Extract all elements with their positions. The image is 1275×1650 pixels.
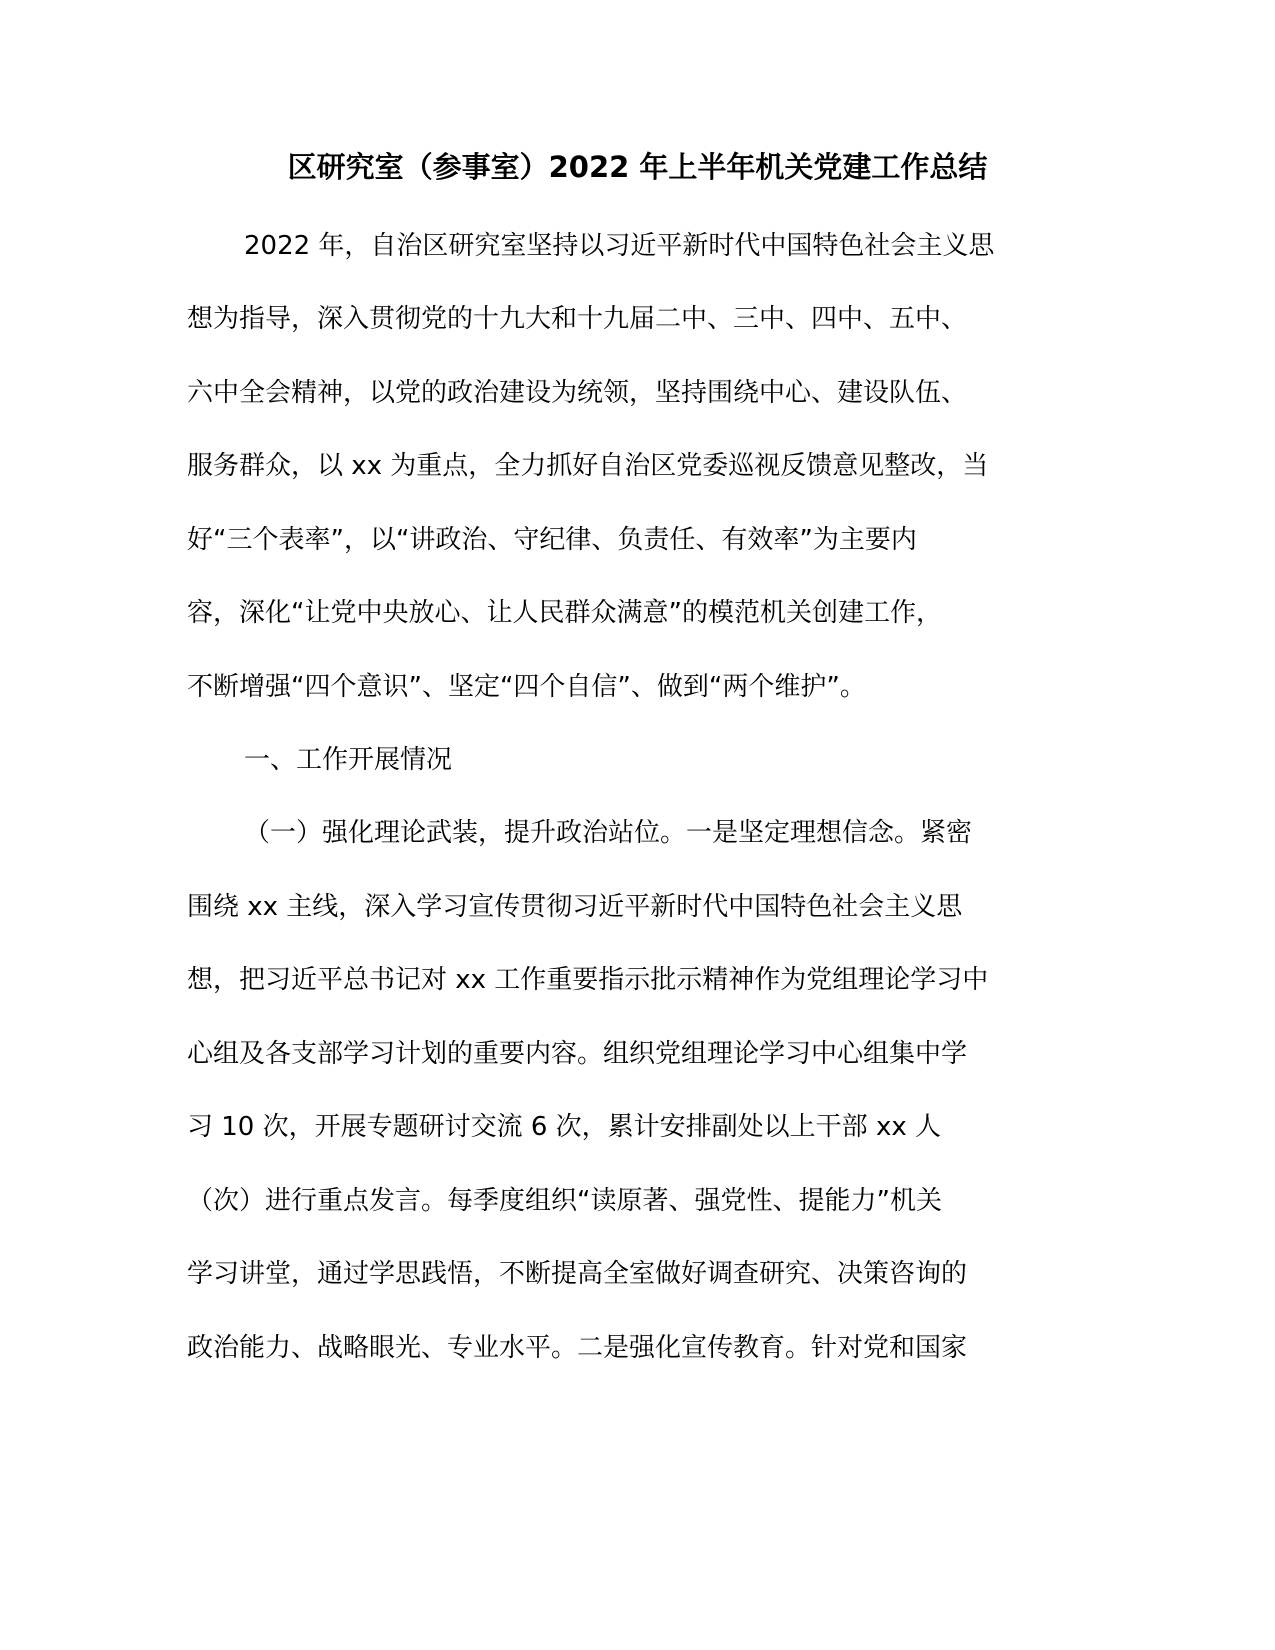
paragraph-line: 心组及各支部学习计划的重要内容。组织党组理论学习中心组集中学 bbox=[187, 1039, 968, 1069]
paragraph-line: 想，把习近平总书记对 xx 工作重要指示批示精神作为党组理论学习中 bbox=[187, 965, 989, 995]
paragraph-line: 2022 年，自治区研究室坚持以习近平新时代中国特色社会主义思 bbox=[244, 231, 995, 261]
paragraph-line: 围绕 xx 主线，深入学习宣传贯彻习近平新时代中国特色社会主义思 bbox=[187, 892, 963, 922]
paragraph-line: （一）强化理论武装，提升政治站位。一是坚定理想信念。紧密 bbox=[244, 818, 973, 848]
paragraph-line: 政治能力、战略眼光、专业水平。二是强化宣传教育。针对党和国家 bbox=[187, 1333, 968, 1363]
paragraph-line: 学习讲堂，通过学思践悟，不断提高全室做好调查研究、决策咨询的 bbox=[187, 1259, 968, 1289]
paragraph-line: 好“三个表率”，以“讲政治、守纪律、负责任、有效率”为主要内 bbox=[187, 525, 917, 555]
document-title: 区研究室（参事室）2022 年上半年机关党建工作总结 bbox=[287, 150, 988, 184]
paragraph-line: 习 10 次，开展专题研讨交流 6 次，累计安排副处以上干部 xx 人 bbox=[187, 1112, 941, 1142]
paragraph-line: 容，深化“让党中央放心、让人民群众满意”的模范机关创建工作， bbox=[187, 598, 942, 628]
paragraph-line: 不断增强“四个意识”、坚定“四个自信”、做到“两个维护”。 bbox=[187, 672, 866, 702]
paragraph-line: 六中全会精神，以党的政治建设为统领，坚持围绕中心、建设队伍、 bbox=[187, 378, 968, 408]
paragraph-line: （次）进行重点发言。每季度组织“读原著、强党性、提能力”机关 bbox=[187, 1186, 942, 1216]
section-heading: 一、工作开展情况 bbox=[244, 745, 453, 775]
paragraph-line: 想为指导，深入贯彻党的十九大和十九届二中、三中、四中、五中、 bbox=[187, 304, 968, 334]
paragraph-line: 服务群众，以 xx 为重点，全力抓好自治区党委巡视反馈意见整改，当 bbox=[187, 451, 989, 481]
